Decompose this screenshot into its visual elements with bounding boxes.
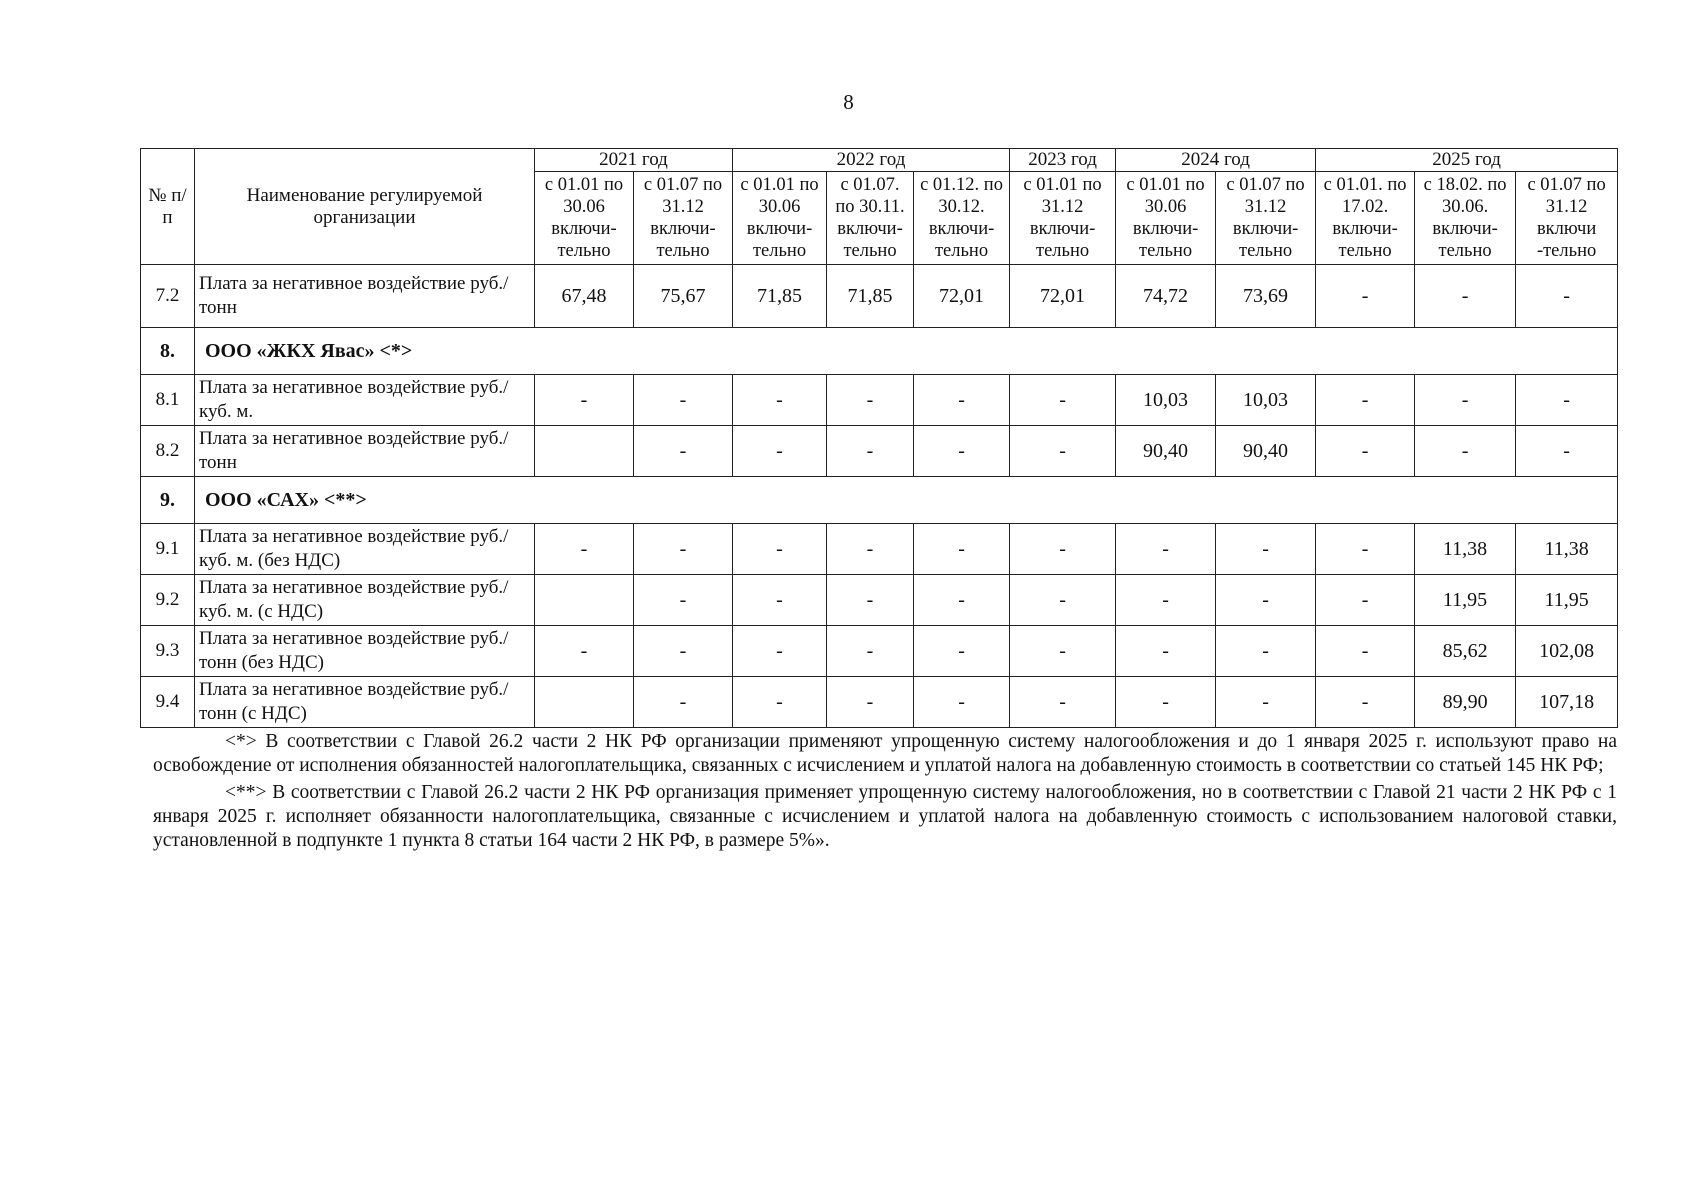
tariff-value: - (1116, 575, 1216, 626)
tariff-value (535, 677, 634, 728)
tariff-value: - (1216, 626, 1316, 677)
year-header-2021: 2021 год (535, 149, 733, 172)
tariff-value: - (1516, 265, 1618, 328)
table-row (141, 626, 1618, 677)
tariff-value: - (1010, 677, 1116, 728)
row-number: 9.1 (141, 524, 195, 575)
tariff-value: 90,40 (1116, 426, 1216, 477)
organization-name: ООО «САХ» <**> (195, 477, 1618, 524)
period-header: с 18.02. по 30.06. включи-тельно (1415, 172, 1516, 265)
charge-name: Плата за негативное воздействие руб./ куб. м. (195, 375, 535, 426)
tariff-value: - (827, 677, 914, 728)
tariff-value: - (733, 375, 827, 426)
tariff-value: - (1316, 626, 1415, 677)
year-header-2025: 2025 год (1316, 149, 1618, 172)
tariff-value: - (914, 426, 1010, 477)
tariff-value: - (1010, 626, 1116, 677)
tariff-table (140, 148, 1618, 728)
tariff-value: 71,85 (733, 265, 827, 328)
page-number: 8 (843, 90, 854, 114)
row-number: 8.2 (141, 426, 195, 477)
period-header: с 01.07 по 31.12 включи-тельно (1216, 172, 1316, 265)
column-header-organization: Наименование регулируемой организации (195, 149, 535, 265)
row-number: 7.2 (141, 265, 195, 328)
tariff-value: 72,01 (1010, 265, 1116, 328)
tariff-value: 10,03 (1116, 375, 1216, 426)
footnotes (153, 730, 1617, 856)
tariff-value: - (827, 426, 914, 477)
tariff-value: - (634, 426, 733, 477)
tariff-value: - (634, 677, 733, 728)
tariff-value: 71,85 (827, 265, 914, 328)
organization-row (141, 328, 1618, 375)
tariff-value: 11,38 (1516, 524, 1618, 575)
tariff-value: - (1316, 426, 1415, 477)
tariff-value: - (1116, 524, 1216, 575)
table-row (141, 524, 1618, 575)
tariff-value: - (1316, 677, 1415, 728)
tariff-value: - (827, 575, 914, 626)
tariff-value: - (1010, 375, 1116, 426)
tariff-value: - (1216, 677, 1316, 728)
tariff-value: - (1516, 426, 1618, 477)
tariff-value: - (535, 626, 634, 677)
period-header: с 01.12. по 30.12. включи-тельно (914, 172, 1010, 265)
tariff-value: - (634, 524, 733, 575)
tariff-value: - (733, 524, 827, 575)
tariff-value: - (914, 626, 1010, 677)
tariff-value: - (827, 626, 914, 677)
row-number: 9.4 (141, 677, 195, 728)
organization-name: ООО «ЖКХ Явас» <*> (195, 328, 1618, 375)
tariff-value: - (634, 626, 733, 677)
tariff-value: - (1415, 426, 1516, 477)
tariff-value: - (733, 677, 827, 728)
period-header: с 01.07 по 31.12 включи -тельно (1516, 172, 1618, 265)
table-row (141, 426, 1618, 477)
tariff-value: - (827, 524, 914, 575)
tariff-value: - (1216, 575, 1316, 626)
footnote-double-asterisk: <**> В соответствии с Главой 26.2 части 2 НК РФ организация применяет упрощенную систему налогообложения, но в соответствии с Главой 21 части 2 НК РФ с 1 января 2025 г. исполняет обязанности налогоплательщика, связанные с исчислением и уплатой налога на добавленную стоимость с использованием налоговой ставки, установленной в подпункте 1 пункта 8 статьи 164 части 2 НК РФ, в размере 5%». (153, 782, 1617, 851)
tariff-value: - (1316, 375, 1415, 426)
tariff-value: 73,69 (1216, 265, 1316, 328)
tariff-value: - (914, 524, 1010, 575)
tariff-value (535, 426, 634, 477)
tariff-value: 11,95 (1415, 575, 1516, 626)
tariff-value: - (1415, 375, 1516, 426)
tariff-value: - (733, 626, 827, 677)
footnote-single-asterisk: <*> В соответствии с Главой 26.2 части 2 НК РФ организации применяют упрощенную систему налогообложения и до 1 января 2025 г. используют право на освобождение от исполнения обязанностей налогоплательщика, связанных с исчислением и уплатой налога на добавленную стоимость в соответствии со статьей 145 НК РФ; (153, 731, 1617, 776)
charge-name: Плата за негативное воздействие руб./ тонн (195, 426, 535, 477)
tariff-value: 11,38 (1415, 524, 1516, 575)
tariff-value: - (1316, 524, 1415, 575)
tariff-value: - (535, 524, 634, 575)
table-row (141, 575, 1618, 626)
row-number: 9.3 (141, 626, 195, 677)
charge-name: Плата за негативное воздействие руб./ тонн (без НДС) (195, 626, 535, 677)
tariff-value: 90,40 (1216, 426, 1316, 477)
tariff-value: - (733, 575, 827, 626)
charge-name: Плата за негативное воздействие руб./ куб. м. (без НДС) (195, 524, 535, 575)
tariff-value: - (535, 375, 634, 426)
tariff-value: - (1216, 524, 1316, 575)
table-row (141, 375, 1618, 426)
charge-name: Плата за негативное воздействие руб./ куб. м. (с НДС) (195, 575, 535, 626)
tariff-value: 75,67 (634, 265, 733, 328)
tariff-value: - (914, 677, 1010, 728)
row-number: 8.1 (141, 375, 195, 426)
tariff-value: - (1116, 677, 1216, 728)
tariff-value: - (634, 375, 733, 426)
period-header: с 01.01 по 30.06 включи-тельно (733, 172, 827, 265)
tariff-value: - (733, 426, 827, 477)
tariff-value: - (1116, 626, 1216, 677)
tariff-value: 67,48 (535, 265, 634, 328)
period-header: с 01.01. по 17.02. включи-тельно (1316, 172, 1415, 265)
year-header-2024: 2024 год (1116, 149, 1316, 172)
tariff-value: 72,01 (914, 265, 1010, 328)
period-header: с 01.01 по 30.06 включи-тельно (1116, 172, 1216, 265)
year-header-2023: 2023 год (1010, 149, 1116, 172)
tariff-value: - (1316, 265, 1415, 328)
tariff-value: 10,03 (1216, 375, 1316, 426)
tariff-value: 11,95 (1516, 575, 1618, 626)
tariff-value: - (1010, 575, 1116, 626)
tariff-value: - (1516, 375, 1618, 426)
tariff-value: - (827, 375, 914, 426)
tariff-value: 102,08 (1516, 626, 1618, 677)
row-number: 8. (141, 328, 195, 375)
tariff-value: 89,90 (1415, 677, 1516, 728)
row-number: 9. (141, 477, 195, 524)
tariff-value: 85,62 (1415, 626, 1516, 677)
tariff-value (535, 575, 634, 626)
tariff-value: - (1415, 265, 1516, 328)
period-header: с 01.01 по 30.06 включи-тельно (535, 172, 634, 265)
period-header: с 01.01 по 31.12 включи-тельно (1010, 172, 1116, 265)
tariff-value: - (1316, 575, 1415, 626)
tariff-value: - (1010, 524, 1116, 575)
column-header-number: № п/п (141, 149, 195, 265)
table-row (141, 265, 1618, 328)
tariff-value: - (914, 575, 1010, 626)
tariff-table-body (141, 265, 1618, 728)
charge-name: Плата за негативное воздействие руб./ тонн (195, 265, 535, 328)
period-header: с 01.07 по 31.12 включи-тельно (634, 172, 733, 265)
period-header: с 01.07. по 30.11. включи-тельно (827, 172, 914, 265)
table-row (141, 677, 1618, 728)
tariff-value: 107,18 (1516, 677, 1618, 728)
organization-row (141, 477, 1618, 524)
tariff-value: - (914, 375, 1010, 426)
charge-name: Плата за негативное воздействие руб./ тонн (с НДС) (195, 677, 535, 728)
year-header-2022: 2022 год (733, 149, 1010, 172)
tariff-value: - (1010, 426, 1116, 477)
tariff-value: 74,72 (1116, 265, 1216, 328)
tariff-value: - (634, 575, 733, 626)
row-number: 9.2 (141, 575, 195, 626)
